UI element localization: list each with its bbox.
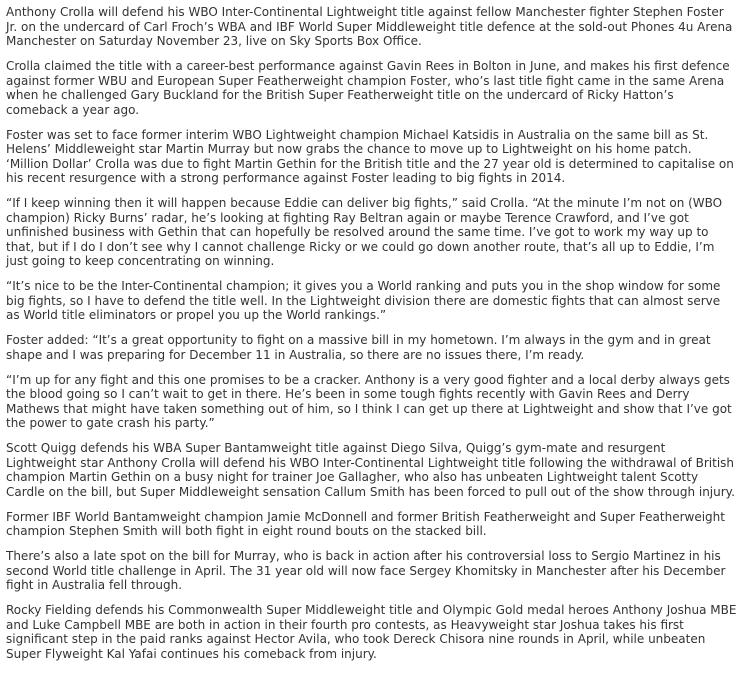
paragraph-4: “If I keep winning then it will happen because Eddie can deliver big fights,” said Crolla. “At the minute I’m not on (WBO champion) Ricky Burns’ radar, he’s looking at fighting Ray Beltran again or maybe Terence Crawford, and I’ve got unfinished business with Gethin that can hopefully be resolved around the same time. I’ve got to work my way up to that, but if I do I don’t see why I cannot challenge Ricky or we could go down another route, that’s all up to Eddie, I’m just going to keep concentrating on winning. [6, 196, 723, 269]
paragraph-1: Anthony Crolla will defend his WBO Inter-Continental Lightweight title against fellow Manchester fighter Stephen Foster Jr. on the undercard of Carl Froch’s WBA and IBF World Super Middleweight title defence at the sold-out Phones 4u Arena Manchester on Saturday November 23, live on Sky Sports Box Office. [6, 5, 733, 49]
paragraph-10: There’s also a late spot on the bill for Murray, who is back in action after his controversial loss to Sergio Martinez in his second World title challenge in April. The 31 year old will now face Sergey Khomitsky in Manchester after his December fight in Australia fell through. [6, 549, 726, 593]
paragraph-6: Foster added: “It’s a great opportunity to fight on a massive bill in my hometown. I’m always in the gym and in great shape and I was preparing for December 11 in Australia, so there are no issues there, I’m ready. [6, 333, 711, 362]
paragraph-7: “I’m up for any fight and this one promises to be a cracker. Anthony is a very good fighter and a local derby always gets the blood going so I can’t wait to get in there. He’s been in some tough fights recently with Gavin Rees and Derry Mathews that might have taken something out of him, so I think I can get up there at Lightweight and show that I’ve got the power to gate crash his party.” [6, 372, 732, 431]
paragraph-9: Former IBF World Bantamweight champion Jamie McDonnell and former British Featherweight and Super Featherweight champion Stephen Smith will both fight in eight round bouts on the stacked bill. [6, 509, 725, 539]
paragraph-11: Rocky Fielding defends his Commonwealth Super Middleweight title and Olympic Gold medal heroes Anthony Joshua MBE and Luke Campbell MBE are both in action in their fourth pro contests, as Heavyweight star Joshua takes his first significant step in the paid ranks against Hector Avila, who took Dereck Chisora nine rounds in April, while unbeaten Super Flyweight Kal Yafai continues his comeback from injury. [6, 603, 737, 661]
paragraph-5: “It’s nice to be the Inter-Continental champion; it gives you a World ranking and puts you in the shop window for some big fights, so I have to defend the title well. In the Lightweight division there are domestic fights that can almost serve as World title eliminators or propel you up the World rankings.” [6, 279, 721, 323]
paragraph-8: Scott Quigg defends his WBA Super Bantamweight title against Diego Silva, Quigg’s gym-mate and resurgent Lightweight star Anthony Crolla will defend his WBO Inter-Continental Lightweight title following the withdrawal of British champion Martin Gethin on a busy night for trainer Joe Gallagher, who also has unbeaten Lightweight talent Scotty Cardle on the bill, but Super Middleweight sensation Callum Smith has been forced to pull out of the show through injury. [6, 441, 735, 499]
paragraph-3: Foster was set to face former interim WBO Lightweight champion Michael Katsidis in Australia on the same bill as St. Helens’ Middleweight star Martin Murray but now grabs the chance to move up to Lightweight on his home patch. ‘Million Dollar’ Crolla was due to fight Martin Gethin for the British title and the 27 year old is determined to capitalise on his recent resurgence with a strong performance against Foster leading to big fights in 2014. [6, 127, 734, 186]
paragraph-2: Crolla claimed the title with a career-best performance against Gavin Rees in Bolton in June, and makes his first defence against former WBU and European Super Featherweight champion Foster, who’s last title fight came in the same Arena when he challenged Gary Buckland for the British Super Featherweight title on the undercard of Ricky Hatton’s comeback a year ago. [6, 58, 730, 117]
